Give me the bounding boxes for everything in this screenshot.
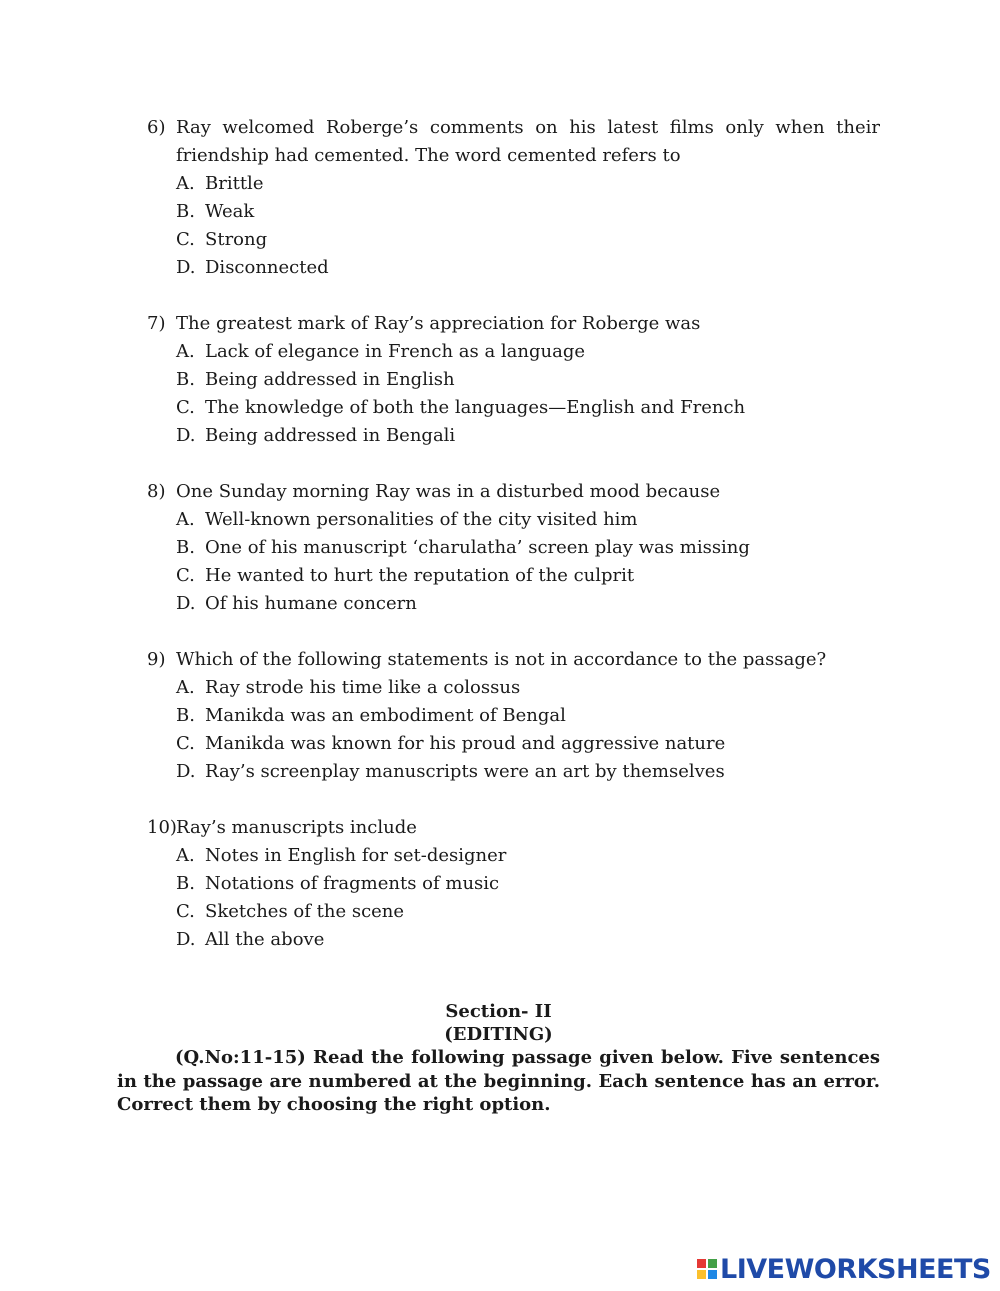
logo-square (697, 1270, 706, 1279)
question-6 (147, 114, 880, 282)
option-letter: B. (176, 369, 195, 390)
question-number: 7) (147, 313, 166, 334)
option-letter: C. (176, 229, 195, 250)
question-stem (147, 310, 880, 338)
question-list (147, 114, 880, 982)
logo-square (708, 1259, 717, 1268)
question-text: Ray’s manuscripts include (176, 817, 417, 838)
liveworksheets-logo (697, 1253, 991, 1285)
logo-square (697, 1259, 706, 1268)
option-b[interactable] (147, 366, 880, 394)
option-text: Strong (205, 229, 268, 250)
option-a[interactable] (147, 842, 880, 870)
question-number: 6) (147, 117, 166, 138)
option-d[interactable] (147, 422, 880, 450)
logo-text: LIVEWORKSHEETS (720, 1253, 991, 1285)
option-text: Notes in English for set-designer (205, 845, 507, 866)
option-letter: C. (176, 397, 195, 418)
option-d[interactable] (147, 926, 880, 954)
question-number: 9) (147, 649, 166, 670)
option-list (147, 170, 880, 282)
option-letter: D. (176, 257, 196, 278)
option-list (147, 674, 880, 786)
option-b[interactable] (147, 534, 880, 562)
option-c[interactable] (147, 562, 880, 590)
option-b[interactable] (147, 198, 880, 226)
section-instructions: (Q.No:11-15) Read the following passage given below. Five sentences in the passage are numbered at the beginning. Each sentence has an error. Correct them by choosing the right option. (117, 1047, 880, 1115)
option-list (147, 338, 880, 450)
section-title: Section- II (445, 1001, 552, 1022)
option-letter: B. (176, 201, 195, 222)
question-text: The greatest mark of Ray’s appreciation for Roberge was (176, 313, 701, 334)
question-number: 8) (147, 481, 166, 502)
option-text: Manikda was known for his proud and aggressive nature (205, 733, 726, 754)
option-text: Being addressed in English (205, 369, 455, 390)
section-subtitle: (EDITING) (444, 1024, 553, 1045)
option-letter: C. (176, 733, 195, 754)
option-c[interactable] (147, 394, 880, 422)
option-letter: B. (176, 537, 195, 558)
option-letter: A. (176, 677, 195, 698)
option-b[interactable] (147, 702, 880, 730)
option-text: Sketches of the scene (205, 901, 405, 922)
option-text: Manikda was an embodiment of Bengal (205, 705, 566, 726)
question-10 (147, 814, 880, 954)
option-letter: B. (176, 873, 195, 894)
option-c[interactable] (147, 226, 880, 254)
question-7 (147, 310, 880, 450)
option-text: The knowledge of both the languages—English and French (205, 397, 746, 418)
option-letter: A. (176, 341, 195, 362)
option-list (147, 842, 880, 954)
option-text: Well-known personalities of the city visited him (205, 509, 638, 530)
logo-square (708, 1270, 717, 1279)
question-text: One Sunday morning Ray was in a disturbed mood because (176, 481, 721, 502)
option-letter: A. (176, 845, 195, 866)
option-text: Disconnected (205, 257, 329, 278)
question-number: 10) (147, 817, 177, 838)
question-stem (147, 646, 880, 674)
option-text: Weak (205, 201, 255, 222)
option-text: Of his humane concern (205, 593, 417, 614)
option-letter: D. (176, 761, 196, 782)
option-d[interactable] (147, 590, 880, 618)
question-stem (147, 114, 880, 170)
option-text: Lack of elegance in French as a language (205, 341, 586, 362)
option-a[interactable] (147, 338, 880, 366)
option-list (147, 506, 880, 618)
option-text: Being addressed in Bengali (205, 425, 456, 446)
option-b[interactable] (147, 870, 880, 898)
option-letter: D. (176, 593, 196, 614)
question-text: Which of the following statements is not in accordance to the passage? (176, 649, 827, 670)
option-d[interactable] (147, 254, 880, 282)
option-letter: C. (176, 565, 195, 586)
question-stem (147, 814, 880, 842)
option-c[interactable] (147, 898, 880, 926)
option-a[interactable] (147, 170, 880, 198)
option-d[interactable] (147, 758, 880, 786)
option-a[interactable] (147, 674, 880, 702)
option-text: He wanted to hurt the reputation of the culprit (205, 565, 635, 586)
option-c[interactable] (147, 730, 880, 758)
option-text: Notations of fragments of music (205, 873, 500, 894)
option-text: Ray strode his time like a colossus (205, 677, 521, 698)
section-ii (117, 1000, 880, 1117)
option-letter: A. (176, 173, 195, 194)
option-text: All the above (205, 929, 325, 950)
option-text: Ray’s screenplay manuscripts were an art by themselves (205, 761, 725, 782)
option-a[interactable] (147, 506, 880, 534)
option-letter: D. (176, 425, 196, 446)
question-stem (147, 478, 880, 506)
option-letter: A. (176, 509, 195, 530)
option-letter: C. (176, 901, 195, 922)
question-text: Ray welcomed Roberge’s comments on his latest films only when their friendship had cemented. The word cemented refers to (176, 117, 880, 166)
option-text: One of his manuscript ‘charulatha’ screen play was missing (205, 537, 750, 558)
question-8 (147, 478, 880, 618)
option-letter: D. (176, 929, 196, 950)
option-text: Brittle (205, 173, 264, 194)
question-9 (147, 646, 880, 786)
option-letter: B. (176, 705, 195, 726)
liveworksheets-logo-icon (697, 1259, 717, 1279)
